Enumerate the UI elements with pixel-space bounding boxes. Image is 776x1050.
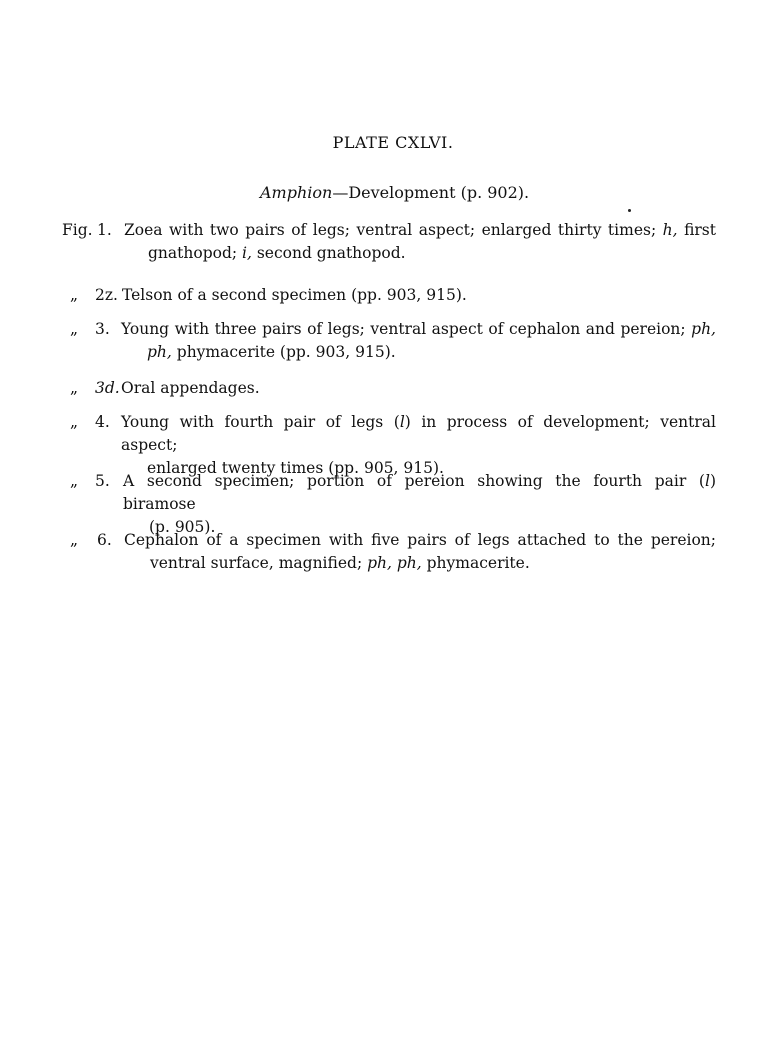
caption-line-2: (p. 905). — [149, 518, 216, 536]
figure-prefix: Fig. — [62, 221, 93, 239]
caption-text: Young with three pairs of legs; ventral aspect of cephalon and pereion; — [121, 320, 692, 338]
ditto-mark: „ — [70, 531, 79, 549]
plate-subtitle — [260, 183, 529, 202]
caption-line-1 — [124, 529, 716, 552]
caption-line-1 — [124, 219, 716, 242]
caption-text: second gnathopod. — [251, 244, 406, 262]
ditto-mark: „ — [70, 472, 79, 490]
ditto-mark: „ — [70, 413, 79, 431]
caption-italic: l — [704, 472, 710, 490]
caption-text: ) biramose — [123, 472, 716, 513]
caption-italic: ph, — [691, 320, 716, 338]
print-speck — [628, 209, 631, 212]
caption-text: Oral appendages. — [121, 379, 260, 397]
caption-text: phymacerite. — [421, 554, 530, 572]
caption-text: ventral surface, magnified; — [150, 554, 368, 572]
figure-number: 1. — [97, 221, 112, 239]
plate-title: PLATE CXLVI. — [332, 133, 454, 152]
figure-number: 4. — [95, 413, 110, 431]
caption-line-2 — [124, 552, 716, 575]
ditto-mark: „ — [70, 320, 79, 338]
caption-italic: l — [399, 413, 405, 431]
ditto-mark: „ — [70, 379, 79, 397]
caption-italic: i, — [242, 244, 252, 262]
caption-line-1 — [121, 411, 716, 457]
caption-italic: ph, — [147, 343, 172, 361]
caption-text-end: first — [677, 221, 716, 239]
ditto-mark: „ — [70, 286, 79, 304]
caption-text: Telson of a second specimen (pp. 903, 915). — [122, 286, 467, 304]
caption-text: Cephalon of a specimen with five pairs of legs attached to the pereion; — [124, 531, 716, 549]
caption-italic: h, — [662, 221, 678, 239]
caption-text: phymacerite (pp. 903, 915). — [171, 343, 396, 361]
figure-number: 2z. — [95, 286, 118, 304]
caption-text: Young with fourth pair of legs ( — [121, 413, 400, 431]
subtitle-genus: Amphion — [260, 183, 333, 202]
figure-caption — [121, 318, 716, 364]
figure-caption — [124, 529, 716, 575]
figure-number: 3. — [95, 320, 110, 338]
caption-text: gnathopod; — [148, 244, 243, 262]
caption-line-2: enlarged twenty times (pp. 905, 915). — [147, 459, 444, 477]
caption-line-2 — [124, 242, 716, 265]
figure-number: 3d. — [95, 379, 120, 397]
caption-text: A second specimen; portion of pereion showing the fourth pair ( — [123, 472, 705, 490]
subtitle-rest: —Development (p. 902). — [332, 183, 530, 202]
caption-text: Zoea with two pairs of legs; ventral aspect; enlarged thirty times; — [124, 221, 663, 239]
figure-number: 5. — [95, 472, 110, 490]
caption-text: ) in process of development; ventral aspect; — [121, 413, 716, 454]
figure-number: 6. — [97, 531, 112, 549]
figure-caption — [122, 284, 717, 307]
caption-line-1 — [121, 318, 716, 341]
figure-caption — [124, 219, 716, 265]
caption-line-2 — [121, 341, 716, 364]
caption-italic: ph, ph, — [367, 554, 422, 572]
caption-line-1 — [123, 470, 716, 516]
figure-caption — [121, 377, 716, 400]
